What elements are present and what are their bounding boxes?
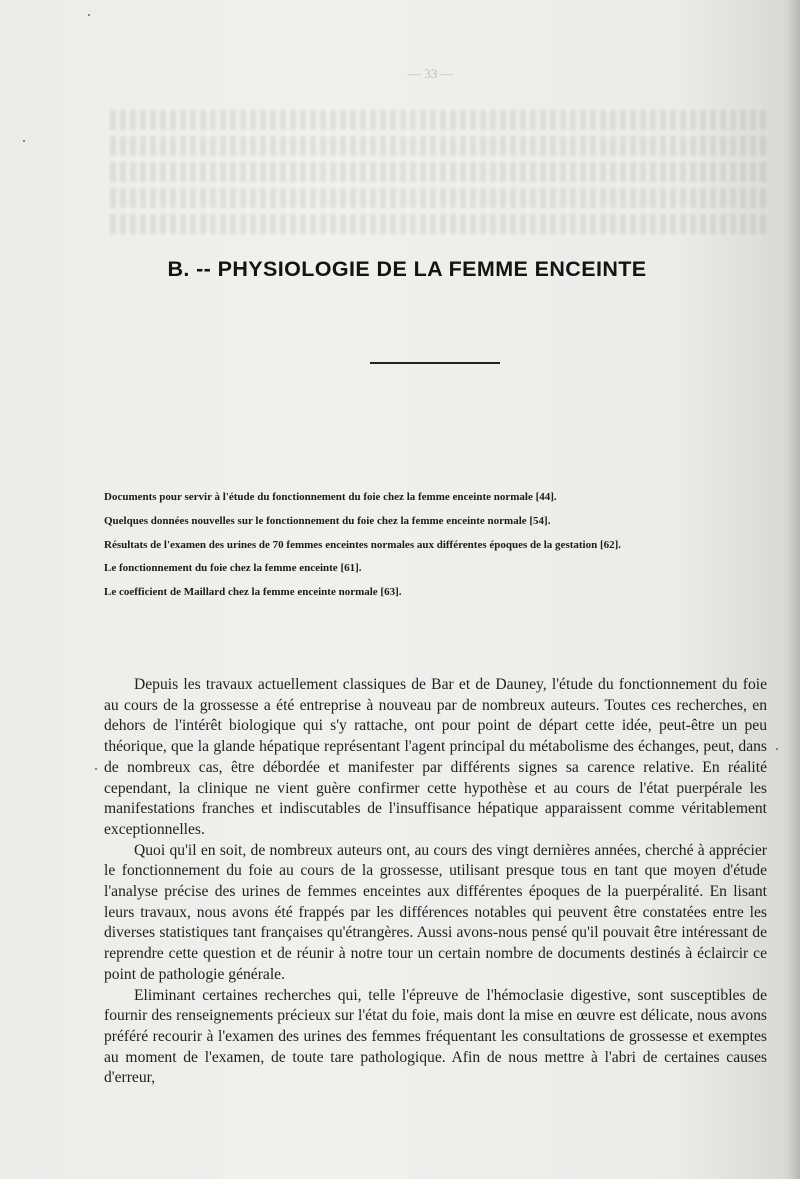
scan-speck [88, 14, 90, 16]
body-text [104, 675, 767, 1089]
reference-item: Documents pour servir à l'étude du fonctionnement du foie chez la femme enceinte normale [44]. [104, 491, 557, 503]
paragraph: Eliminant certaines recherches qui, telle l'épreuve de l'hémoclasie digestive, sont susceptibles de fournir des renseignements précieux sur l'état du foie, mais dont la mise en œuvre est délicate, nous avons préféré recourir à l'examen des urines des femmes fréquentant les consultations de grossesse et exemptes au moment de l'examen, de toute tare pathologique. Afin de nous mettre à l'abri de certaines causes d'erreur, [104, 986, 767, 1087]
page-number: — 33 — [408, 66, 454, 81]
scan-speck [95, 768, 97, 770]
reference-list [104, 490, 776, 609]
section-title: B. -- PHYSIOLOGIE DE LA FEMME ENCEINTE [167, 257, 647, 281]
title-rule [370, 362, 500, 364]
reference-item: Le fonctionnement du foie chez la femme enceinte [61]. [104, 562, 362, 574]
scan-speck [776, 748, 778, 750]
reference-item: Résultats de l'examen des urines de 70 femmes enceintes normales aux différentes époques de la gestation [62]. [104, 539, 622, 551]
reference-item: Quelques données nouvelles sur le fonctionnement du foie chez la femme enceinte normale [54]. [104, 515, 551, 527]
page-edge-shadow [786, 0, 800, 1179]
show-through-text [110, 110, 770, 240]
reference-item: Le coefficient de Maillard chez la femme enceinte normale [63]. [104, 586, 402, 598]
paragraph: Quoi qu'il en soit, de nombreux auteurs ont, au cours des vingt dernières années, cherché à apprécier le fonctionnement du foie au cours de la grossesse, utilisant presque tous en tant que moyen d'étude l'analyse précise des urines de femmes enceintes aux différentes époques de la puerpéralité. En lisant leurs travaux, nous avons été frappés par les différences notables qui peuvent être constatées entre les diverses statistiques tant françaises qu'étrangères. Aussi avons-nous pensé qu'il pouvait être intéressant de reprendre cette question et de réunir à notre tour un certain nombre de documents destinés à éclaircir ce point de pathologie générale. [104, 841, 767, 983]
scan-speck [23, 140, 25, 142]
paragraph: Depuis les travaux actuellement classiques de Bar et de Dauney, l'étude du fonctionnement du foie au cours de la grossesse a été entreprise à nouveau par de nombreux auteurs. Toutes ces recherches, en dehors de l'intérêt biologique qui s'y rattache, ont pour point de départ cette idée, peut-être un peu théorique, que la glande hépatique représentant l'agent principal du métabolisme des échanges, peut, dans de nombreux cas, être débordée et manifester par différents signes sa carence relative. En réalité cependant, la clinique ne vient guère confirmer cette hypothèse et au cours de l'état puerpérale les manifestations franches et indiscutables de l'insuffisance hépatique apparaissent comme véritablement exceptionnelles. [104, 676, 767, 838]
